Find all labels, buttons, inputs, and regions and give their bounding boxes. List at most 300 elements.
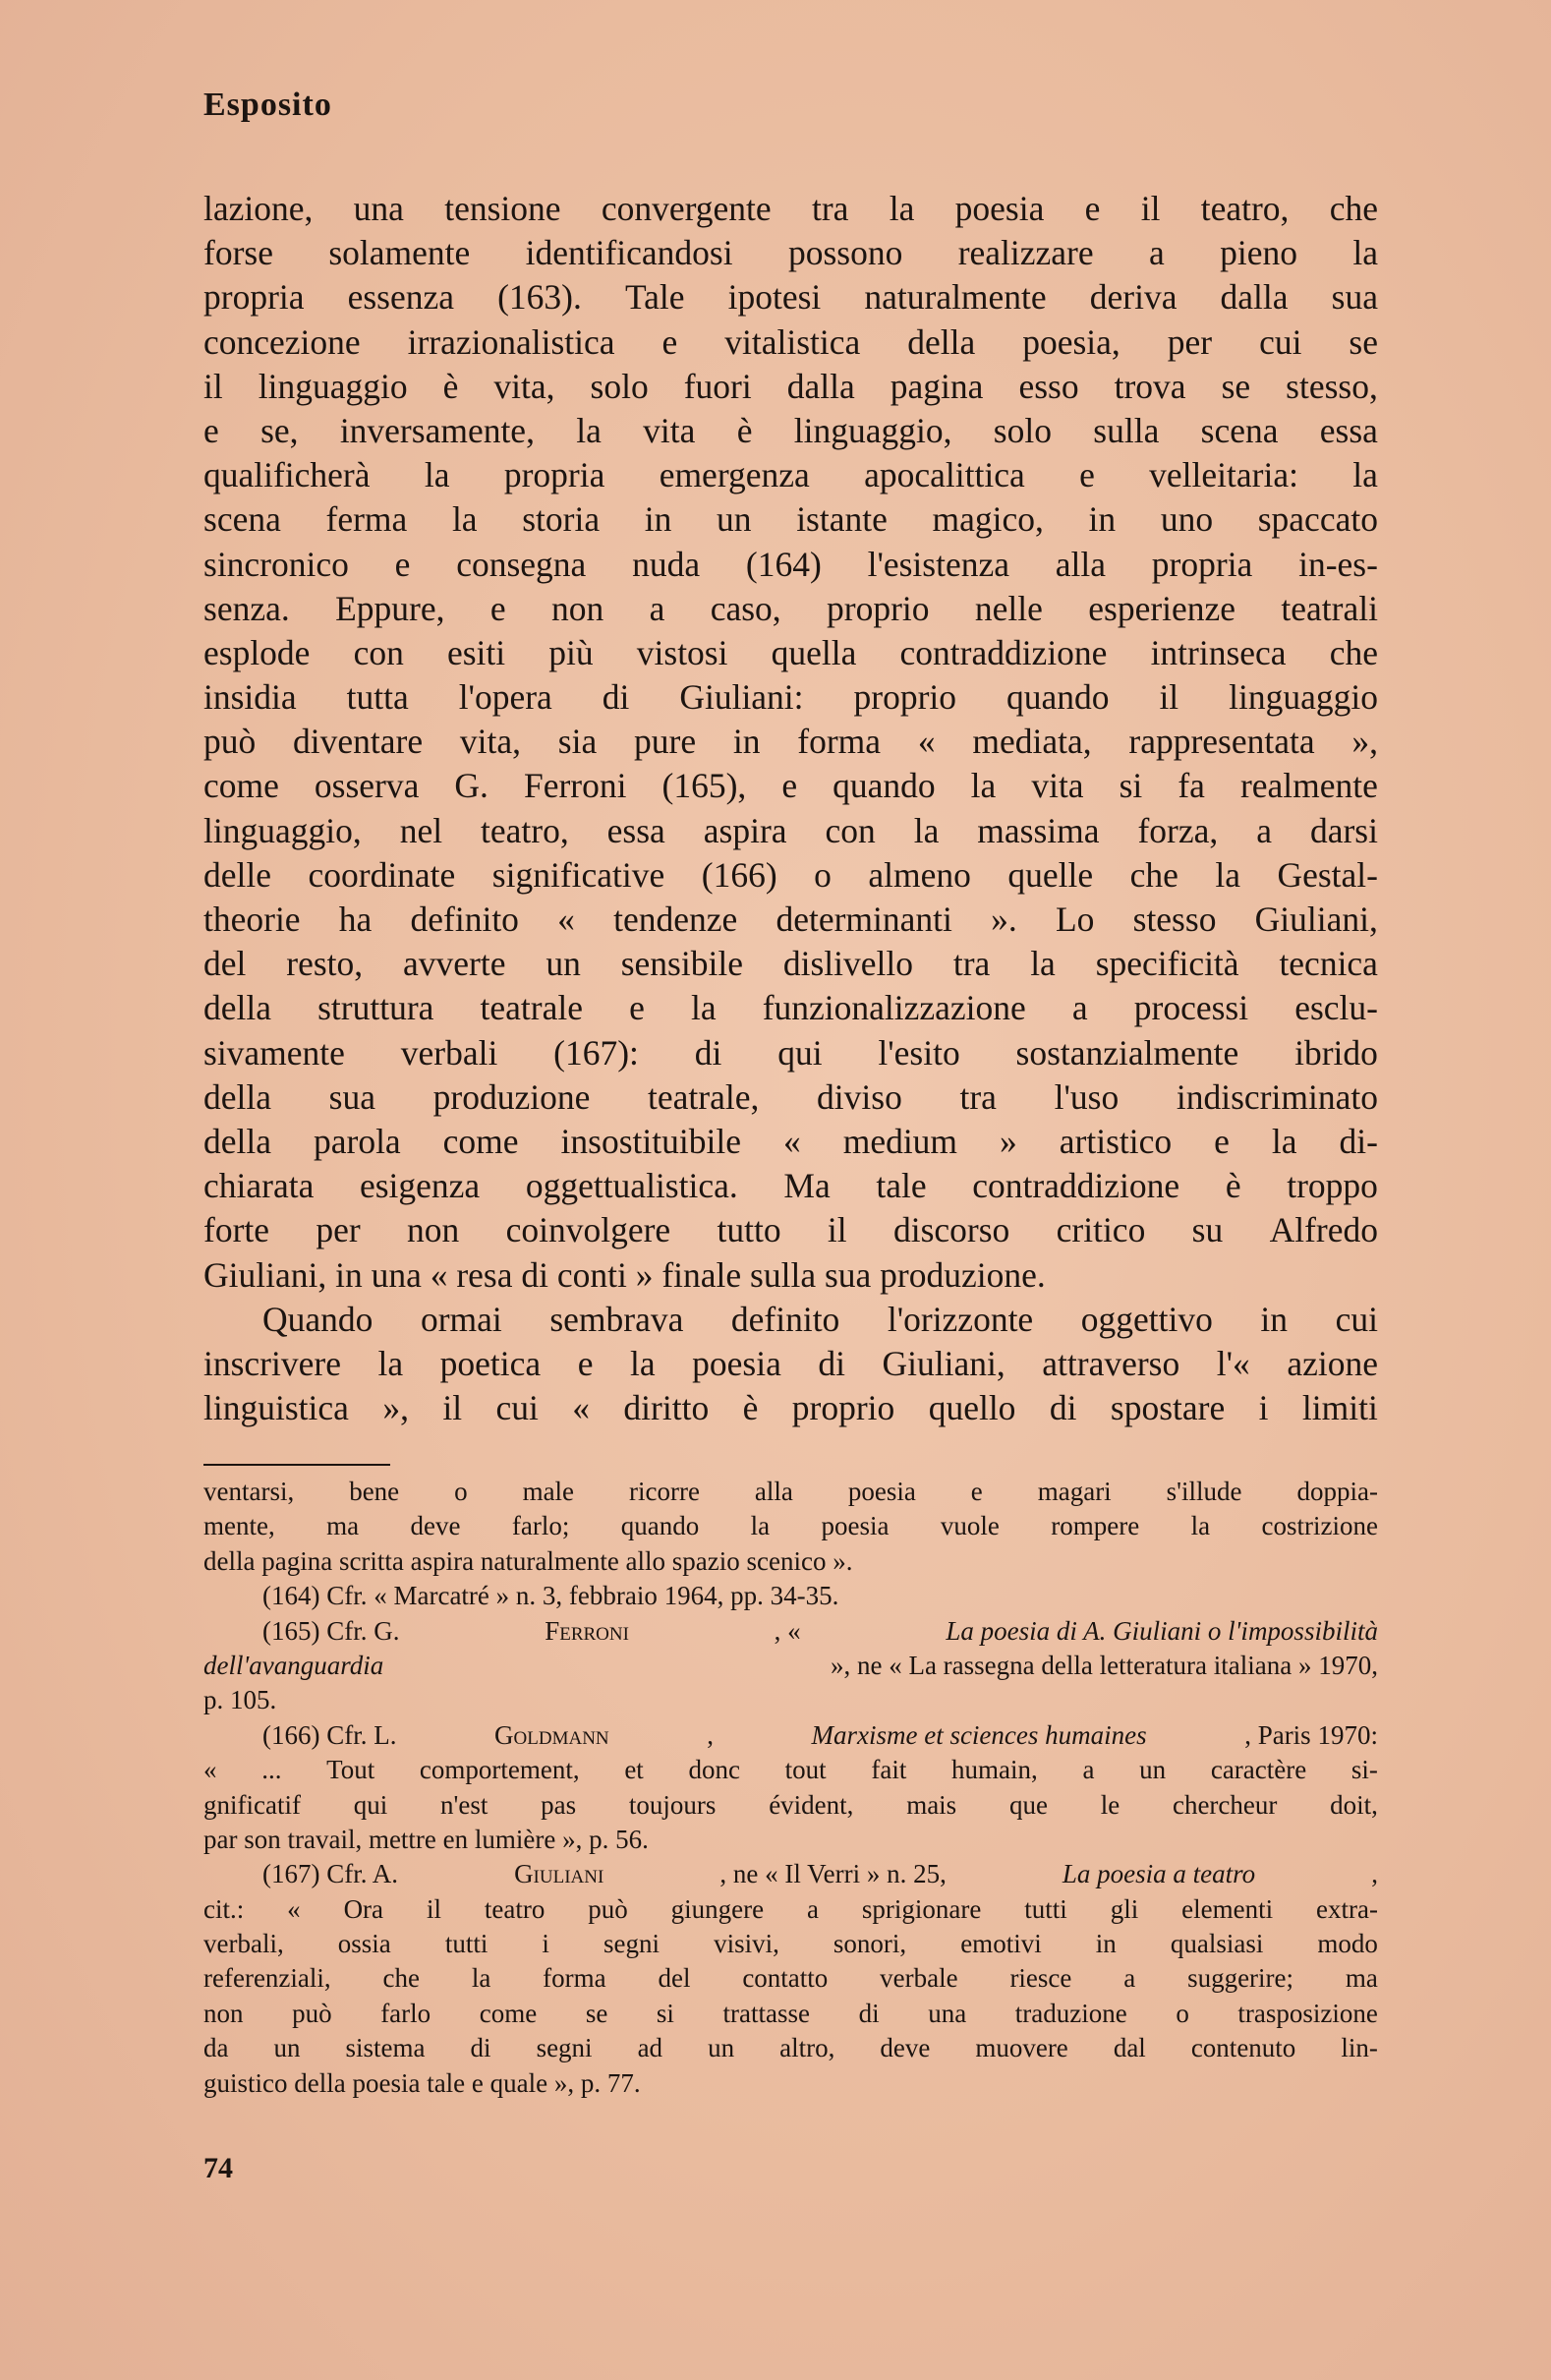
word: in: [644, 499, 672, 540]
footnote-line: [203, 1857, 1378, 1891]
word: del: [203, 944, 247, 984]
word: il: [1140, 189, 1161, 228]
word: può: [203, 722, 257, 762]
word: di: [694, 1032, 722, 1073]
word: la: [970, 766, 997, 806]
word: segni: [536, 2033, 593, 2063]
word: la: [750, 1511, 771, 1541]
text-line: [203, 1298, 1378, 1342]
word: ricorre: [629, 1477, 700, 1506]
word: si: [1119, 766, 1143, 806]
word: tutti: [1024, 1893, 1067, 1924]
footnote-166: [203, 1718, 1378, 1858]
word: un: [273, 2033, 301, 2063]
word: vitalistica: [724, 321, 861, 362]
word: sua: [328, 1076, 375, 1117]
word: il: [203, 366, 223, 406]
word: può: [588, 1893, 628, 1924]
word: spaccato: [1257, 499, 1378, 540]
word: solo: [590, 366, 649, 406]
word: la: [451, 499, 478, 540]
word: scena: [203, 499, 281, 540]
word: in: [732, 722, 761, 762]
word: suggerire;: [1187, 1963, 1294, 1994]
footnote-text: , ne « Il Verri » n. 25,: [719, 1859, 947, 1889]
word: la: [576, 410, 602, 450]
word: discorso: [892, 1210, 1010, 1250]
text-line: [203, 453, 1378, 497]
word: la: [1352, 455, 1378, 495]
word: tout: [784, 1755, 827, 1785]
word: storia: [522, 499, 601, 540]
word: la: [913, 810, 940, 850]
word: di: [818, 1343, 845, 1383]
word: medium: [842, 1121, 958, 1161]
word: theorie: [203, 900, 301, 939]
word: magico,: [932, 499, 1044, 540]
footnote-line: [203, 1997, 1378, 2031]
word: qui: [777, 1032, 823, 1073]
word: il: [1159, 677, 1179, 718]
word: in: [1088, 499, 1117, 540]
word: poesia: [692, 1343, 781, 1383]
word: »,: [382, 1388, 409, 1428]
footnote-line: [203, 1788, 1378, 1823]
word: di: [858, 1998, 880, 2028]
word: comportement,: [419, 1755, 580, 1785]
word: Ora: [343, 1893, 384, 1924]
word: velleitaria:: [1149, 455, 1298, 495]
word: convergente: [601, 189, 772, 228]
word: dalla: [1220, 277, 1289, 318]
word: con: [825, 810, 876, 850]
footnote-line: [203, 1753, 1378, 1787]
word: ma: [1345, 1963, 1378, 1994]
word: naturalmente: [864, 277, 1047, 318]
word: alla: [1055, 544, 1107, 584]
word: processi: [1133, 988, 1249, 1028]
word: in-es-: [1298, 544, 1378, 584]
word: di: [602, 677, 630, 718]
work-title: La poesia di A. Giuliani o l'impossibilità: [946, 1615, 1378, 1646]
footnote-text: », ne « La rassegna della letteratura italiana » 1970,: [830, 1650, 1378, 1680]
word: l'esito: [878, 1032, 960, 1073]
word: istante: [796, 499, 888, 540]
word: le: [1100, 1789, 1120, 1820]
word: tutti: [444, 1929, 488, 1959]
word: da: [203, 2033, 229, 2063]
text-line: [203, 898, 1378, 942]
word: pure: [634, 722, 697, 762]
word: vuole: [940, 1511, 1000, 1541]
word: avverte: [403, 944, 506, 984]
word: doppia-: [1296, 1477, 1378, 1506]
footnote-line: [203, 1509, 1378, 1543]
word: la: [1190, 1511, 1211, 1541]
word: esigenza: [359, 1166, 481, 1206]
word: definito: [730, 1299, 840, 1339]
word: determinanti: [776, 900, 952, 939]
word: elementi: [1181, 1893, 1274, 1924]
word: tutto: [717, 1210, 781, 1250]
word: linguistica: [203, 1388, 349, 1428]
word: (166): [701, 854, 777, 895]
text-line: [203, 1342, 1378, 1386]
word: troppo: [1287, 1166, 1378, 1206]
word: la: [1271, 1121, 1297, 1161]
word: cit.:: [203, 1893, 245, 1924]
text-line: [203, 587, 1378, 631]
word: «: [782, 1121, 801, 1161]
word: visivi,: [714, 1929, 779, 1959]
word: sembrava: [549, 1299, 684, 1339]
word: forse: [203, 233, 273, 273]
word: emotivi: [960, 1929, 1042, 1959]
word: e: [1084, 189, 1101, 228]
word: o: [814, 854, 832, 895]
word: la: [889, 189, 915, 228]
text-line: Giuliani, in una « resa di conti » finale sulla sua produzione.: [203, 1254, 1046, 1295]
word: il: [827, 1210, 847, 1250]
word: forma: [543, 1963, 606, 1994]
word: scena: [1200, 410, 1279, 450]
word: pieno: [1220, 233, 1297, 273]
word: della: [203, 1121, 271, 1161]
text-line: [203, 1075, 1378, 1120]
text-line: [203, 809, 1378, 853]
word: della: [203, 1076, 271, 1117]
word: tale: [876, 1166, 927, 1206]
word: oggettualistica.: [525, 1166, 738, 1206]
word: la: [424, 455, 450, 495]
word: di: [1049, 1388, 1077, 1428]
word: teatro: [484, 1893, 546, 1924]
text-line: [203, 631, 1378, 675]
word: limiti: [1301, 1388, 1378, 1428]
word: esso: [1018, 366, 1079, 406]
word: Eppure,: [335, 588, 445, 628]
footnote-164: [203, 1579, 1378, 1613]
word: «: [287, 1893, 301, 1924]
word: osserva: [314, 766, 420, 806]
word: di: [470, 2033, 491, 2063]
word: della: [203, 988, 271, 1028]
running-head: Esposito: [203, 87, 332, 123]
footnote-line: [203, 1649, 1378, 1683]
word: aspira: [703, 810, 787, 850]
word: ».: [991, 900, 1017, 939]
word: concezione: [203, 321, 361, 362]
word: giungere: [670, 1893, 765, 1924]
word: «: [557, 900, 575, 939]
word: segni: [603, 1929, 660, 1959]
word: deve: [410, 1511, 461, 1541]
word: essa: [606, 810, 665, 850]
word: diviso: [817, 1076, 902, 1117]
word: e: [394, 544, 411, 584]
word: possono: [787, 233, 903, 273]
author-name: Ferroni: [545, 1615, 629, 1646]
word: poesia: [821, 1511, 890, 1541]
word: di-: [1339, 1121, 1378, 1161]
word: Ma: [783, 1166, 831, 1206]
word: caractère: [1210, 1755, 1307, 1785]
word: più: [548, 632, 594, 672]
word: bene: [349, 1477, 400, 1506]
word: teatrale,: [648, 1076, 760, 1117]
word: dal: [1113, 2033, 1146, 2063]
word: come: [479, 1998, 538, 2028]
word: la: [690, 988, 717, 1028]
word: sincronico: [203, 544, 349, 584]
word: que: [1008, 1789, 1048, 1820]
footnote-text: ,: [707, 1719, 714, 1750]
author-name: Goldmann: [494, 1719, 609, 1750]
footnote-line: par son travail, mettre en lumière », p. 56.: [203, 1824, 649, 1854]
word: gli: [1110, 1893, 1139, 1924]
word: poesia,: [1022, 321, 1120, 362]
footnote-continuation: [203, 1475, 1378, 1579]
word: resto,: [286, 944, 364, 984]
word: évident,: [769, 1789, 854, 1820]
word: propria: [203, 277, 305, 318]
word: linguaggio: [1229, 677, 1378, 718]
word: che: [1129, 854, 1178, 895]
word: per: [1167, 321, 1213, 362]
word: esplode: [203, 632, 311, 672]
word: sivamente: [203, 1032, 345, 1073]
word: esclu-: [1294, 988, 1378, 1028]
word: mente,: [203, 1511, 275, 1541]
word: ossia: [337, 1929, 391, 1959]
word: pagina: [890, 366, 984, 406]
word: l'opera: [458, 677, 552, 718]
word: cui: [1335, 1299, 1378, 1339]
word: gnificatif: [203, 1789, 301, 1820]
word: senza.: [203, 588, 290, 628]
word: »,: [1351, 722, 1378, 762]
word: identificandosi: [525, 233, 733, 273]
word: linguaggio: [258, 366, 408, 406]
word: ad: [637, 2033, 663, 2063]
word: poesia: [954, 189, 1045, 228]
word: in: [1095, 1929, 1117, 1959]
page-number: 74: [203, 2152, 233, 2184]
text-line: [203, 720, 1378, 764]
word: chercheur: [1172, 1789, 1278, 1820]
word: Giuliani:: [679, 677, 804, 718]
word: stesso: [1132, 900, 1217, 939]
word: linguaggio,: [793, 410, 952, 450]
word: (167):: [553, 1032, 639, 1073]
word: con: [353, 632, 404, 672]
word: donc: [688, 1755, 740, 1785]
word: Quando: [262, 1299, 373, 1339]
word: quelle: [1007, 854, 1094, 895]
word: è: [1225, 1166, 1241, 1206]
word: dalla: [786, 366, 855, 406]
word: a: [807, 1893, 820, 1924]
word: è: [742, 1388, 759, 1428]
word: definito: [410, 900, 519, 939]
text-line: [203, 764, 1378, 808]
word: mais: [906, 1789, 957, 1820]
word: Lo: [1055, 900, 1095, 939]
text-line: [203, 187, 1378, 231]
word: intrinseca: [1150, 632, 1287, 672]
text-line: [203, 1386, 1378, 1430]
word: se: [1349, 321, 1378, 362]
word: l'orizzonte: [887, 1299, 1034, 1339]
word: dislivello: [782, 944, 913, 984]
author-name: Giuliani: [514, 1859, 604, 1889]
word: male: [522, 1477, 575, 1506]
word: verbali,: [203, 1929, 284, 1959]
footnote-line: [203, 1718, 1378, 1753]
word: oggettivo: [1080, 1299, 1213, 1339]
footnote-text: , Paris 1970:: [1244, 1719, 1378, 1750]
word: che: [1329, 189, 1378, 228]
word: esperienze: [1088, 588, 1236, 628]
word: altro,: [779, 2033, 835, 2063]
footnote-text: (167) Cfr. A.: [262, 1859, 398, 1889]
footnote-line: [203, 2031, 1378, 2065]
word: teatrale: [480, 988, 583, 1028]
word: vita: [643, 410, 696, 450]
word: solamente: [328, 233, 471, 273]
word: a: [1071, 988, 1088, 1028]
word: a: [1149, 233, 1165, 273]
word: il: [442, 1388, 463, 1428]
word: farlo;: [511, 1511, 570, 1541]
word: traduzione: [1014, 1998, 1127, 2028]
word: azione: [1287, 1343, 1378, 1383]
word: funzionalizzazione: [762, 988, 1026, 1028]
word: in: [1260, 1299, 1289, 1339]
word: irrazionalistica: [407, 321, 615, 362]
word: essenza: [347, 277, 455, 318]
word: Giuliani,: [882, 1343, 1005, 1383]
word: la: [1030, 944, 1056, 984]
word: la: [629, 1343, 656, 1383]
word: e: [970, 1477, 983, 1506]
word: extra-: [1316, 1893, 1378, 1924]
word: G.: [454, 766, 488, 806]
word: inscrivere: [203, 1343, 341, 1383]
word: parola: [313, 1121, 401, 1161]
word: come: [203, 766, 279, 806]
word: la: [1352, 233, 1378, 273]
word: struttura: [317, 988, 434, 1028]
word: et: [624, 1755, 644, 1785]
word: nuda: [632, 544, 701, 584]
word: n'est: [440, 1789, 488, 1820]
word: produzione: [432, 1076, 591, 1117]
word: qui: [353, 1789, 388, 1820]
text-line: [203, 365, 1378, 409]
word: esiti: [446, 632, 506, 672]
word: a: [1082, 1755, 1095, 1785]
word: «: [917, 722, 936, 762]
word: almeno: [868, 854, 971, 895]
word: ibrido: [1294, 1032, 1378, 1073]
word: se: [585, 1998, 608, 2028]
footnote-line: [203, 1961, 1378, 1996]
word: diritto: [623, 1388, 710, 1428]
word: trova: [1114, 366, 1186, 406]
word: sostanzialmente: [1015, 1032, 1239, 1073]
word: Tale: [624, 277, 685, 318]
word: fa: [1178, 766, 1205, 806]
word: la: [471, 1963, 491, 1994]
word: humain,: [951, 1755, 1038, 1785]
word: pas: [541, 1789, 577, 1820]
word: lazione,: [203, 189, 314, 228]
footnote-line: p. 105.: [203, 1685, 277, 1715]
word: trattasse: [722, 1998, 810, 2028]
word: consegna: [456, 544, 587, 584]
footnote-line: [203, 1892, 1378, 1927]
word: (163).: [497, 277, 582, 318]
word: è: [736, 410, 753, 450]
word: e: [629, 988, 645, 1028]
word: (165),: [661, 766, 747, 806]
text-line: [203, 675, 1378, 720]
word: del: [658, 1963, 691, 1994]
word: verbali: [400, 1032, 498, 1073]
word: ha: [338, 900, 373, 939]
footnote-line: (164) Cfr. « Marcatré » n. 3, febbraio 1964, pp. 34-35.: [262, 1581, 839, 1611]
word: vistosi: [636, 632, 728, 672]
word: teatrali: [1281, 588, 1378, 628]
word: non: [550, 588, 604, 628]
word: massima: [977, 810, 1100, 850]
text-line: [203, 986, 1378, 1030]
word: rappresentata: [1128, 722, 1315, 762]
word: vita,: [493, 366, 555, 406]
word: a: [649, 588, 665, 628]
word: si: [656, 1998, 674, 2028]
word: quando: [620, 1511, 700, 1541]
word: i: [1258, 1388, 1269, 1428]
word: mediata,: [972, 722, 1092, 762]
word: contenuto: [1190, 2033, 1296, 2063]
word: proprio: [827, 588, 930, 628]
word: sulla: [1093, 410, 1160, 450]
word: ventarsi,: [203, 1477, 295, 1506]
footnote-165: [203, 1614, 1378, 1718]
word: uno: [1160, 499, 1214, 540]
text-line: [203, 1208, 1378, 1252]
footnote-line: della pagina scritta aspira naturalmente allo spazio scenico ».: [203, 1545, 853, 1576]
word: i: [542, 1929, 549, 1959]
word: a: [1256, 810, 1272, 850]
word: contraddizione: [899, 632, 1108, 672]
word: cui: [495, 1388, 539, 1428]
word: una: [928, 1998, 967, 2028]
word: (164): [745, 544, 822, 584]
word: Giuliani,: [1254, 900, 1378, 939]
word: l'esistenza: [867, 544, 1009, 584]
word: sua: [1331, 277, 1378, 318]
word: diventare: [293, 722, 424, 762]
word: la: [1215, 854, 1240, 895]
footnote-line: guistico della poesia tale e quale », p. 77.: [203, 2067, 641, 2098]
word: quello: [928, 1388, 1016, 1428]
word: e: [661, 321, 678, 362]
word: sia: [557, 722, 598, 762]
word: realmente: [1239, 766, 1378, 806]
